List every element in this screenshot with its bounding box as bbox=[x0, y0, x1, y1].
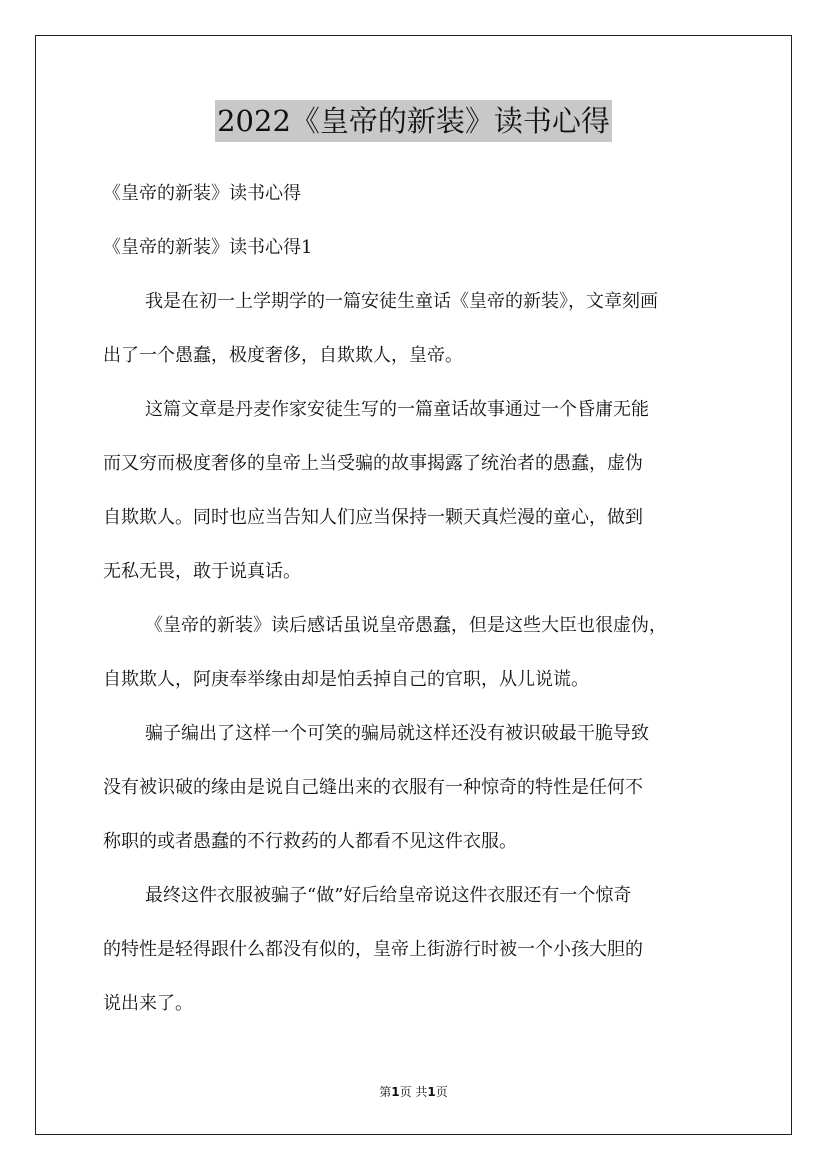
document-title: 2022《皇帝的新装》读书心得 bbox=[215, 100, 612, 142]
paragraph-line: 我是在初一上学期学的一篇安徒生童话《皇帝的新装》，文章刻画 bbox=[145, 291, 658, 312]
paragraph-line: 最终这件衣服被骗子“做”好后给皇帝说这件衣服还有一个惊奇 bbox=[145, 885, 632, 906]
section-heading: 《皇帝的新装》读书心得1 bbox=[103, 237, 313, 258]
paragraph-line: 没有被识破的缘由是说自己缝出来的衣服有一种惊奇的特性是任何不 bbox=[103, 777, 643, 798]
paragraph-line: 骗子编出了这样一个可笑的骗局就这样还没有被识破最干脆导致 bbox=[145, 723, 649, 744]
page-total: 1 bbox=[427, 1085, 436, 1099]
page-suffix: 页 bbox=[435, 1085, 448, 1099]
subtitle: 《皇帝的新装》读书心得 bbox=[103, 183, 301, 204]
paragraph-line: 《皇帝的新装》读后感话虽说皇帝愚蠢，但是这些大臣也很虚伪， bbox=[145, 615, 667, 636]
page-footer bbox=[0, 1083, 827, 1100]
paragraph-line: 自欺欺人，阿庚奉举缘由却是怕丢掉自己的官职，从儿说谎。 bbox=[103, 669, 589, 690]
page-current: 1 bbox=[391, 1085, 400, 1099]
paragraph-line: 而又穷而极度奢侈的皇帝上当受骗的故事揭露了统治者的愚蠢，虚伪 bbox=[103, 453, 643, 474]
paragraph-line: 出了一个愚蠢，极度奢侈，自欺欺人，皇帝。 bbox=[103, 345, 463, 366]
paragraph-line: 称职的或者愚蠢的不行救药的人都看不见这件衣服。 bbox=[103, 831, 517, 852]
paragraph-line: 这篇文章是丹麦作家安徒生写的一篇童话故事通过一个昏庸无能 bbox=[145, 399, 649, 420]
paragraph-line: 的特性是轻得跟什么都没有似的，皇帝上街游行时被一个小孩大胆的 bbox=[103, 939, 643, 960]
paragraph-line: 无私无畏，敢于说真话。 bbox=[103, 561, 301, 582]
paragraph-line: 自欺欺人。同时也应当告知人们应当保持一颗天真烂漫的童心，做到 bbox=[103, 507, 643, 528]
title-container bbox=[0, 100, 827, 142]
page-prefix: 第 bbox=[379, 1085, 392, 1099]
page-mid: 页 共 bbox=[399, 1085, 428, 1099]
paragraph-line: 说出来了。 bbox=[103, 993, 193, 1014]
